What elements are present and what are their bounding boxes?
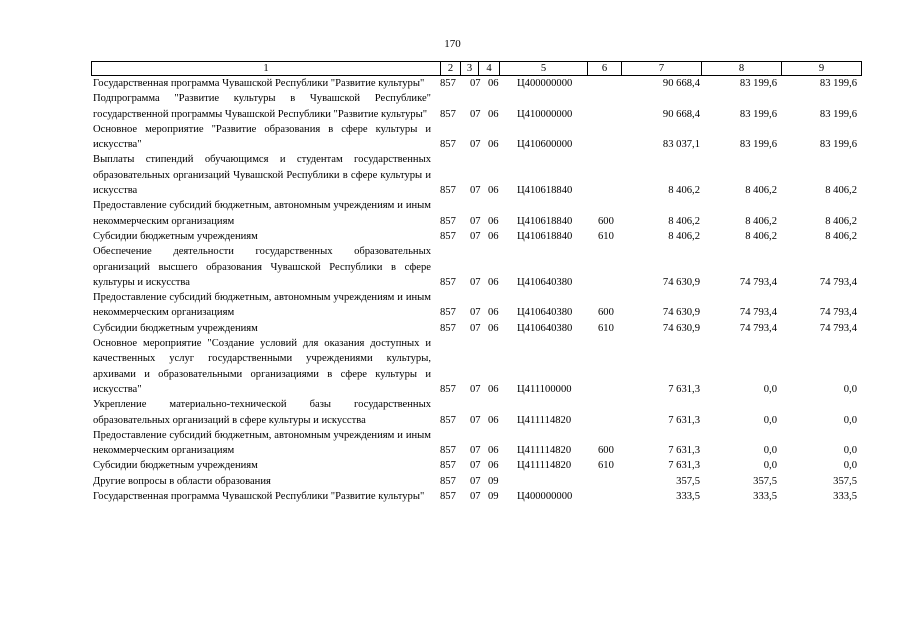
row-amount-year-1: 7 631,3 — [668, 383, 700, 395]
row-ministry-code: 857 — [440, 185, 456, 197]
row-name: Подпрограмма "Развитие культуры в Чувашской Республике" государственной программы Чувашской Республики "Развитие культуры" — [93, 93, 431, 120]
row-amount-year-2: 8 406,2 — [745, 215, 777, 227]
row-ministry-code: 857 — [440, 276, 456, 288]
row-amount-year-2: 83 199,6 — [739, 108, 777, 120]
table-row — [93, 122, 863, 153]
row-section: 07 — [470, 215, 481, 227]
row-ministry-code: 857 — [440, 445, 456, 457]
row-subsection: 06 — [488, 307, 499, 319]
row-subsection: 06 — [488, 185, 499, 197]
row-amount-year-3: 8 406,2 — [825, 230, 857, 242]
row-amount-year-1: 7 631,3 — [668, 460, 700, 472]
row-name: Предоставление субсидий бюджетным, автономным учреждениям и иным некоммерческим организациям — [93, 292, 431, 319]
row-ministry-code: 857 — [440, 414, 456, 426]
row-subsection: 06 — [488, 215, 499, 227]
row-target-article: Ц410000000 — [517, 108, 573, 120]
row-section: 07 — [470, 78, 481, 89]
row-amount-year-1: 7 631,3 — [668, 414, 700, 426]
row-ministry-code: 857 — [440, 460, 456, 472]
table-row — [93, 336, 863, 397]
row-expense-type: 600 — [598, 307, 614, 319]
page-number: 170 — [444, 38, 461, 50]
row-expense-type: 610 — [598, 460, 614, 472]
row-amount-year-2: 74 793,4 — [739, 322, 777, 334]
row-target-article: Ц411114820 — [517, 460, 572, 472]
row-ministry-code: 857 — [440, 491, 456, 503]
table-row — [93, 76, 863, 91]
table-body — [93, 76, 863, 504]
row-amount-year-1: 8 406,2 — [668, 230, 700, 242]
row-section: 07 — [470, 383, 481, 395]
row-name: Обеспечение деятельности государственных образовательных организаций высшего образования Чувашской Республики в сфере культуры и искусства — [93, 246, 431, 288]
table-row — [93, 321, 863, 336]
row-amount-year-1: 8 406,2 — [668, 215, 700, 227]
row-ministry-code: 857 — [440, 230, 456, 242]
row-subsection: 06 — [488, 383, 499, 395]
row-target-article: Ц400000000 — [517, 78, 573, 89]
row-amount-year-2: 0,0 — [763, 414, 777, 426]
row-section: 07 — [470, 276, 481, 288]
row-expense-type: 610 — [598, 322, 614, 334]
row-name: Основное мероприятие "Создание условий для оказания доступных и качественных услуг государственными учреждениями культуры, архивами и образовательными организациями в сфере культуры и искусства" — [93, 338, 431, 395]
row-name: Укрепление материально-технической базы государственных образовательных организаций в сфере культуры и искусства — [93, 399, 431, 426]
row-target-article: Ц400000000 — [517, 491, 573, 503]
row-name: Субсидии бюджетным учреждениям — [93, 230, 258, 242]
row-section: 07 — [470, 491, 481, 503]
row-amount-year-3: 74 793,4 — [819, 322, 857, 334]
row-target-article: Ц411114820 — [517, 414, 572, 426]
row-amount-year-3: 357,5 — [833, 475, 857, 487]
header-col-2: 2 — [440, 62, 460, 75]
row-target-article: Ц410618840 — [517, 215, 573, 227]
row-amount-year-2: 0,0 — [763, 445, 777, 457]
row-ministry-code: 857 — [440, 139, 456, 151]
row-section: 07 — [470, 460, 481, 472]
row-section: 07 — [470, 445, 481, 457]
row-amount-year-3: 83 199,6 — [819, 139, 857, 151]
row-amount-year-3: 333,5 — [833, 491, 857, 503]
row-amount-year-2: 333,5 — [753, 491, 777, 503]
table-row — [93, 489, 863, 504]
row-ministry-code: 857 — [440, 475, 456, 487]
row-amount-year-2: 8 406,2 — [745, 230, 777, 242]
header-col-9: 9 — [781, 62, 862, 75]
row-section: 07 — [470, 185, 481, 197]
row-ministry-code: 857 — [440, 322, 456, 334]
row-target-article: Ц410618840 — [517, 185, 573, 197]
row-section: 07 — [470, 307, 481, 319]
row-subsection: 06 — [488, 322, 499, 334]
row-ministry-code: 857 — [440, 383, 456, 395]
table-row — [93, 152, 863, 198]
header-col-4: 4 — [478, 62, 499, 75]
table-header — [91, 61, 862, 76]
row-amount-year-2: 8 406,2 — [745, 185, 777, 197]
row-target-article: Ц411100000 — [517, 383, 572, 395]
row-amount-year-3: 0,0 — [843, 414, 857, 426]
row-ministry-code: 857 — [440, 307, 456, 319]
row-name: Субсидии бюджетным учреждениям — [93, 322, 258, 334]
row-expense-type: 600 — [598, 445, 614, 457]
row-subsection: 06 — [488, 139, 499, 151]
row-amount-year-1: 90 668,4 — [662, 78, 700, 89]
row-ministry-code: 857 — [440, 215, 456, 227]
row-subsection: 06 — [488, 276, 499, 288]
row-amount-year-2: 74 793,4 — [739, 276, 777, 288]
row-amount-year-3: 74 793,4 — [819, 307, 857, 319]
row-expense-type: 610 — [598, 230, 614, 242]
row-name: Другие вопросы в области образования — [93, 475, 271, 487]
header-col-8: 8 — [701, 62, 781, 75]
row-amount-year-1: 7 631,3 — [668, 445, 700, 457]
row-amount-year-2: 357,5 — [753, 475, 777, 487]
row-name: Государственная программа Чувашской Республики "Развитие культуры" — [93, 78, 425, 89]
header-col-3: 3 — [460, 62, 478, 75]
row-amount-year-3: 74 793,4 — [819, 276, 857, 288]
row-amount-year-2: 0,0 — [763, 383, 777, 395]
row-target-article: Ц410640380 — [517, 276, 573, 288]
row-amount-year-2: 83 199,6 — [739, 139, 777, 151]
table-row — [93, 397, 863, 428]
row-target-article: Ц410640380 — [517, 322, 573, 334]
row-amount-year-3: 83 199,6 — [819, 78, 857, 89]
row-name: Предоставление субсидий бюджетным, автономным учреждениям и иным некоммерческим организациям — [93, 200, 431, 227]
row-amount-year-1: 74 630,9 — [662, 276, 700, 288]
table-row — [93, 474, 863, 489]
row-subsection: 09 — [488, 475, 499, 487]
row-subsection: 06 — [488, 230, 499, 242]
row-section: 07 — [470, 139, 481, 151]
table-row — [93, 198, 863, 229]
table-row — [93, 458, 863, 473]
table-row — [93, 244, 863, 290]
row-amount-year-1: 333,5 — [676, 491, 700, 503]
row-amount-year-3: 0,0 — [843, 460, 857, 472]
row-subsection: 06 — [488, 78, 499, 89]
table-row — [93, 91, 863, 122]
row-section: 07 — [470, 230, 481, 242]
row-subsection: 06 — [488, 414, 499, 426]
row-subsection: 06 — [488, 445, 499, 457]
header-col-7: 7 — [621, 62, 701, 75]
row-amount-year-3: 83 199,6 — [819, 108, 857, 120]
row-amount-year-1: 83 037,1 — [662, 139, 700, 151]
header-col-1: 1 — [91, 62, 440, 75]
row-subsection: 09 — [488, 491, 499, 503]
row-section: 07 — [470, 475, 481, 487]
row-subsection: 06 — [488, 108, 499, 120]
row-name: Основное мероприятие "Развитие образования в сфере культуры и искусства" — [93, 123, 431, 151]
row-section: 07 — [470, 108, 481, 120]
row-name: Выплаты стипендий обучающимся и студентам государственных образовательных организаций Чувашской Республики в сфере культуры и искусства — [93, 154, 431, 197]
row-amount-year-1: 74 630,9 — [662, 307, 700, 319]
row-amount-year-2: 0,0 — [763, 460, 777, 472]
row-amount-year-2: 83 199,6 — [739, 78, 777, 89]
table-row — [93, 428, 863, 459]
row-name: Предоставление субсидий бюджетным, автономным учреждениям и иным некоммерческим организациям — [93, 429, 431, 457]
header-col-6: 6 — [587, 62, 621, 75]
row-amount-year-3: 0,0 — [843, 383, 857, 395]
row-amount-year-3: 0,0 — [843, 445, 857, 457]
row-expense-type: 600 — [598, 215, 614, 227]
row-amount-year-3: 8 406,2 — [825, 215, 857, 227]
row-amount-year-1: 357,5 — [676, 475, 700, 487]
row-ministry-code: 857 — [440, 108, 456, 120]
table-row — [93, 290, 863, 321]
row-target-article: Ц410640380 — [517, 307, 573, 319]
row-target-article: Ц411114820 — [517, 445, 572, 457]
row-subsection: 06 — [488, 460, 499, 472]
row-name: Субсидии бюджетным учреждениям — [93, 460, 258, 472]
row-amount-year-1: 8 406,2 — [668, 185, 700, 197]
row-ministry-code: 857 — [440, 78, 456, 89]
header-col-5: 5 — [499, 62, 587, 75]
row-amount-year-1: 90 668,4 — [662, 108, 700, 120]
row-amount-year-1: 74 630,9 — [662, 322, 700, 334]
row-section: 07 — [470, 322, 481, 334]
row-target-article: Ц410600000 — [517, 139, 573, 151]
row-target-article: Ц410618840 — [517, 230, 573, 242]
row-amount-year-2: 74 793,4 — [739, 307, 777, 319]
row-section: 07 — [470, 414, 481, 426]
table-row — [93, 229, 863, 244]
row-name: Государственная программа Чувашской Республики "Развитие культуры" — [93, 491, 425, 503]
row-amount-year-3: 8 406,2 — [825, 185, 857, 197]
